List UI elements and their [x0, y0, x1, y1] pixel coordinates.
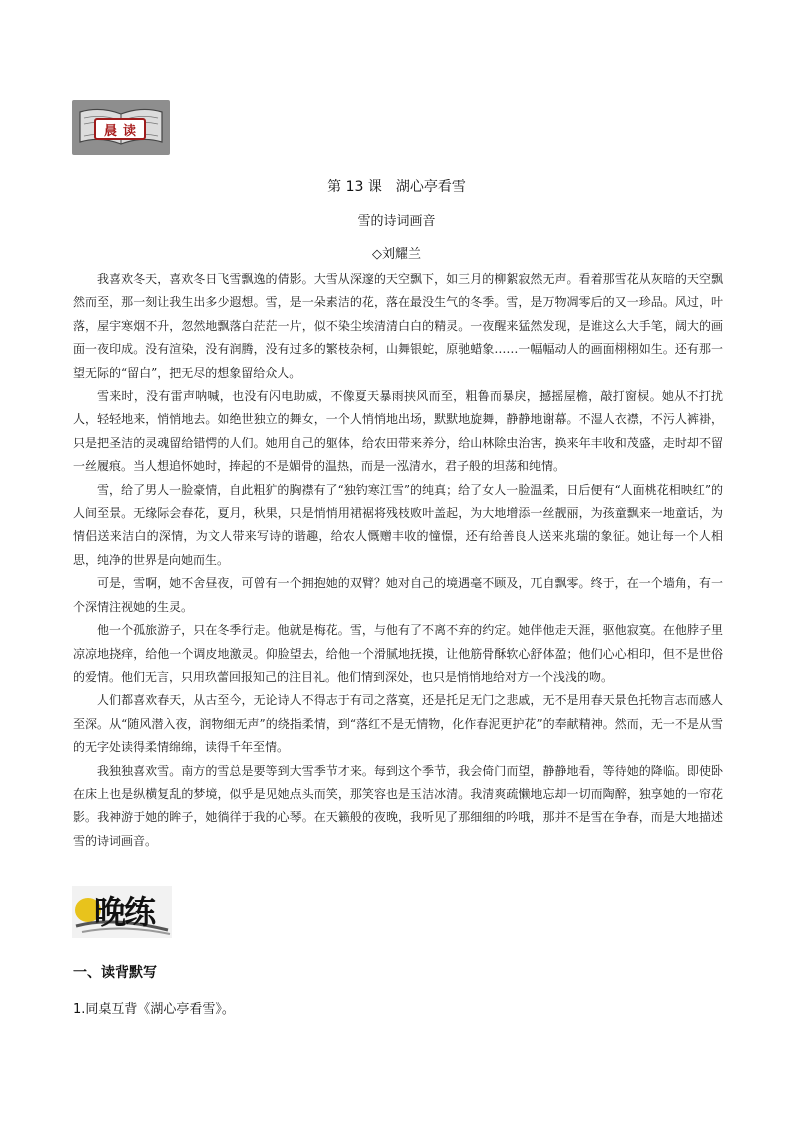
lesson-title: 第 13 课 湖心亭看雪 — [327, 179, 466, 195]
article-paragraph: 可是，雪啊，她不舍昼夜，可曾有一个拥抱她的双臂？她对自己的境遇毫不顾及，兀自飘零。终于，在一个墙角，有一个深情注视她的生灵。 — [73, 576, 723, 614]
exercise-item: 1.同桌互背《湖心亭看雪》。 — [73, 1002, 235, 1017]
evening-practice-label: 晚练 — [94, 893, 155, 931]
article-paragraph: 我喜欢冬天，喜欢冬日飞雪飘逸的倩影。大雪从深邃的天空飘下，如三月的柳絮寂然无声。看着那雪花从灰暗的天空飘然而至，那一刻让我生出多少遐想。雪，是一朵素洁的花，落在最没生气的冬季。雪，是万物凋零后的又一珍品。风过，叶落，屋宇寒烟不升，忽然地飘落白茫茫一片，似不染尘埃清清白白的精灵。一夜醒来猛然发现，是谁这么大手笔，阔大的画面一夜印成。没有渲染，没有润腾，没有过多的繁枝杂柯，山舞银蛇，原驰蜡象……一幅幅动人的画面栩栩如生。还有那一望无际的“留白”，把无尽的想象留给众人。 — [73, 272, 723, 380]
morning-char-1: 晨 — [103, 123, 117, 139]
section-heading: 一、读背默写 — [73, 965, 157, 981]
evening-practice-badge — [72, 886, 172, 938]
morning-reading-label — [94, 118, 146, 140]
article-paragraph: 雪来时，没有雷声呐喊，也没有闪电助威，不像夏天暴雨挟风而至，粗鲁而暴戾，撼摇屋檐，敲打窗棂。她从不打扰人，轻轻地来，悄悄地去。如绝世独立的舞女，一个人悄悄地出场，默默地旋舞，静静地谢幕。不湿人衣襟，不污人裤褂，只是把圣洁的灵魂留给错愕的人们。她用自己的躯体，给农田带来养分，给山林除虫治害，换来年丰收和茂盛，走时却不留一丝履痕。当人想追怀她时，捧起的不是媚骨的温热，而是一泓清水，君子般的坦荡和纯情。 — [73, 389, 723, 474]
article-paragraph: 我独独喜欢雪。南方的雪总是要等到大雪季节才来。每到这个季节，我会倚门而望，静静地看，等待她的降临。即使卧在床上也是纵横复乱的梦境，似乎是见她点头而笑，那笑容也是玉洁冰清。我清爽疏懒地忘却一切而陶醉，独享她的一帘花影。我神游于她的眸子，她徜徉于我的心琴。在天籁般的夜晚，我听见了那细细的吟哦，那并不是雪在争春，而是大地描述雪的诗词画音。 — [73, 763, 723, 848]
article-title: 雪的诗词画音 — [357, 214, 436, 229]
article-paragraph: 人们都喜欢春天，从古至今，无论诗人不得志于有司之落寞，还是托足无门之悲戚，无不是用春天景色托物言志而感人至深。从“随风潜入夜，润物细无声”的绕指柔情，到“落红不是无情物，化作春泥更护花”的奉献精神。然而，无一不是从雪的无字处读得柔情绵绵，读得千年至情。 — [73, 693, 723, 755]
article-paragraph: 雪，给了男人一脸豪情，自此粗犷的胸襟有了“独钓寒江雪”的纯真；给了女人一脸温柔，日后便有“人面桃花相映红”的人间至景。无缘际会春花，夏月，秋果，只是悄悄用裙裾将残枝败叶盖起，为大地增添一丝靓丽，为孩童飘来一地童话，为情侣送来洁白的深情，为文人带来写诗的谐趣，给农人慨赠丰收的憧憬，还有给善良人送来兆瑞的象征。她让每一个人相思，纯净的世界是向她而生。 — [73, 482, 723, 567]
article-body — [73, 268, 723, 853]
morning-char-2: 读 — [123, 123, 137, 139]
article-paragraph: 他一个孤旅游子，只在冬季行走。他就是梅花。雪，与他有了不离不弃的约定。她伴他走天涯，驱他寂寞。在他脖子里凉凉地挠痒，给他一个调皮地激灵。仰脸望去，给他一个滑腻地抚摸，让他筋骨酥软心舒体盈；他们心心相印，但不是世俗的爱情。他们无言，只用玖蕾回报知己的注目礼。他们情到深处，也只是悄悄地给对方一个浅浅的吻。 — [73, 623, 723, 684]
morning-reading-badge — [72, 100, 170, 155]
article-author: ◇刘耀兰 — [372, 247, 421, 262]
